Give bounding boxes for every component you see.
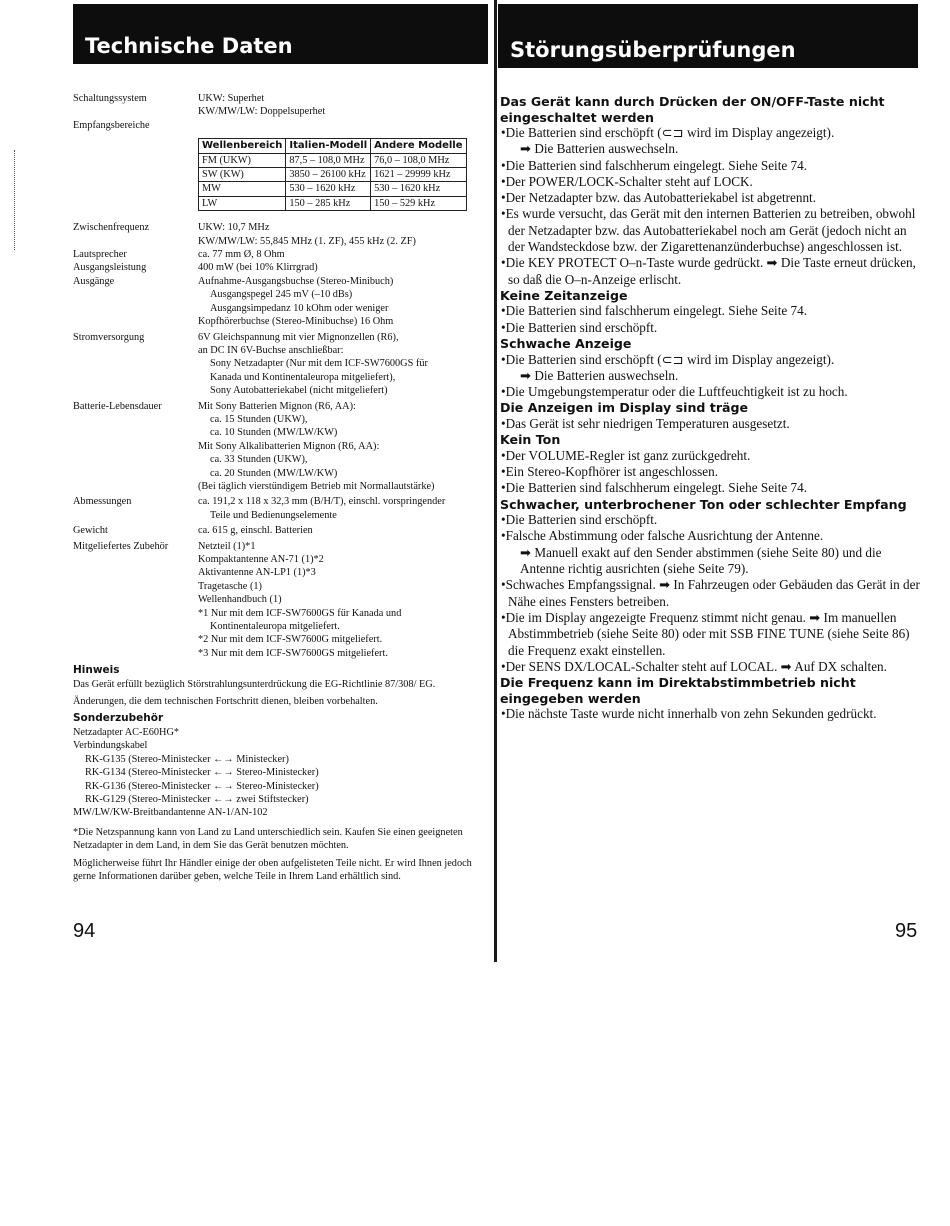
- accessory-item: RK-G135 (Stereo-Ministecker ←→ Ministecker): [85, 753, 289, 765]
- trouble-section: [500, 400, 920, 432]
- table-cell: FM (UKW): [199, 153, 286, 167]
- spec-value-line: Sony Netzadapter (Nur mit dem ICF-SW7600GS für: [210, 358, 428, 370]
- spec-value-line: ca. 15 Stunden (UKW),: [210, 413, 308, 425]
- spec-value: [198, 221, 485, 248]
- section-heading: Die Frequenz kann im Direktabstimmbetrieb nicht eingegeben werden: [500, 675, 856, 706]
- band-table-header-cell: Wellenbereich: [199, 139, 286, 153]
- spec-value-line: Ausgangsimpedanz 10 kOhm oder weniger: [210, 302, 389, 314]
- table-row: [199, 196, 467, 210]
- table-cell: 3850 – 26100 kHz: [286, 168, 371, 182]
- band-table-wrap: [73, 138, 485, 211]
- right-page-content: [500, 94, 920, 722]
- spec-label: Abmessungen: [73, 496, 132, 508]
- spec-value-line: KW/MW/LW: Doppelsuperhet: [198, 106, 326, 118]
- trouble-section: [500, 497, 920, 675]
- band-table-header-cell: Andere Modelle: [371, 139, 466, 153]
- list-item: ➡ Die Batterien auswechseln.: [520, 141, 679, 157]
- hinweis-heading: Hinweis: [73, 664, 120, 677]
- table-cell: MW: [199, 182, 286, 196]
- spec-value-line: 400 mW (bei 10% Klirrgrad): [198, 262, 318, 274]
- spec-value-line: KW/MW/LW: 55,845 MHz (1. ZF), 455 kHz (2. ZF): [198, 235, 416, 247]
- spec-row: [73, 92, 485, 119]
- spec-value-line: UKW: Superhet: [198, 93, 265, 104]
- list-item: •Die Batterien sind erschöpft (⊂⊐ wird im Display angezeigt).: [501, 125, 835, 140]
- section-heading: Das Gerät kann durch Drücken der ON/OFF-Taste nicht eingeschaltet werden: [500, 94, 885, 125]
- spec-value: [198, 248, 485, 261]
- list-item: •Schwaches Empfangssignal. ➡ In Fahrzeugen oder Gebäuden das Gerät in der Nähe eines Fensters betreiben.: [501, 577, 920, 609]
- hinweis-text: Das Gerät erfüllt bezüglich Störstrahlungsunterdrückung die EG-Richtlinie 87/308/ EG.: [73, 678, 436, 690]
- spec-label: Stromversorgung: [73, 331, 145, 343]
- trouble-section: [500, 288, 920, 336]
- spec-value: [198, 119, 485, 132]
- spec-list: [73, 92, 485, 132]
- accessory-item: Netzadapter AC-E60HG*: [73, 726, 180, 738]
- spec-value-line: Aktivantenne AN-LP1 (1)*3: [198, 567, 316, 579]
- table-cell: 87,5 – 108,0 MHz: [286, 153, 371, 167]
- spec-value-line: *2 Nur mit dem ICF-SW7600G mitgeliefert.: [198, 634, 383, 646]
- spec-value-line: Tragetasche (1): [198, 580, 262, 592]
- list-item: •Die Batterien sind falschherum eingelegt. Siehe Seite 74.: [501, 303, 808, 319]
- section-heading: Schwacher, unterbrochener Ton oder schlechter Empfang: [500, 496, 907, 512]
- spec-value-line: Wellenhandbuch (1): [198, 594, 282, 606]
- spec-value: [198, 400, 485, 494]
- band-table: [198, 138, 467, 211]
- list-item: •Die nächste Taste wurde nicht innerhalb von zehn Sekunden gedrückt.: [501, 706, 877, 722]
- accessory-item: RK-G136 (Stereo-Ministecker ←→ Stereo-Ministecker): [85, 780, 319, 792]
- spec-value: [198, 261, 485, 274]
- spec-value-line: *1 Nur mit dem ICF-SW7600GS für Kanada und: [198, 607, 402, 619]
- right-title-band: [498, 4, 918, 68]
- spec-value-line: Netzteil (1)*1: [198, 540, 256, 552]
- list-item: •Der Netzadapter bzw. das Autobatteriekabel ist abgetrennt.: [501, 190, 817, 206]
- spec-label: Ausgangsleistung: [73, 262, 147, 274]
- list-item: ➡ Die Batterien auswechseln.: [520, 367, 679, 383]
- list-item: •Der SENS DX/LOCAL-Schalter steht auf LOCAL. ➡ Auf DX schalten.: [501, 658, 887, 674]
- spec-value-line: ca. 615 g, einschl. Batterien: [198, 525, 313, 537]
- list-item: •Die Batterien sind falschherum eingelegt. Siehe Seite 74.: [501, 157, 808, 173]
- spec-row: [73, 275, 485, 329]
- spec-value-line: *3 Nur mit dem ICF-SW7600GS mitgeliefert.: [198, 647, 388, 659]
- spec-value-line: Aufnahme-Ausgangsbuchse (Stereo-Minibuch): [198, 275, 394, 287]
- spec-row: [73, 119, 485, 132]
- spec-row: [73, 248, 485, 261]
- spec-label: Schaltungssystem: [73, 93, 147, 104]
- list-item: •Die Batterien sind erschöpft (⊂⊐ wird im Display angezeigt).: [501, 351, 835, 367]
- left-page-content: [73, 92, 485, 885]
- spec-row: [73, 400, 485, 494]
- accessory-heading: Sonderzubehör: [73, 712, 164, 725]
- spec-row: [73, 495, 485, 522]
- spec-list-2: [73, 221, 485, 660]
- list-item: ➡ Manuell exakt auf den Sender abstimmen (siehe Seite 80) und die Antenne richtig ausrichten (siehe Seite 79).: [520, 544, 882, 577]
- section-heading: Die Anzeigen im Display sind träge: [500, 400, 749, 416]
- section-heading: Keine Zeitanzeige: [500, 287, 628, 303]
- accessory-item: MW/LW/KW-Breitbandantenne AN-1/AN-102: [73, 807, 268, 819]
- trouble-section: [500, 432, 920, 496]
- footnote: *Die Netzspannung kann von Land zu Land unterschiedlich sein. Kaufen Sie einen geeigneten Netzadapter in dem Land, in dem Sie das Gerät benutzen möchten.: [73, 826, 463, 852]
- left-title-band: [73, 4, 488, 64]
- right-page-title: Störungsüberprüfungen: [510, 38, 796, 62]
- accessory-list: [73, 726, 485, 820]
- accessory-item: RK-G129 (Stereo-Ministecker ←→ zwei Stiftstecker): [85, 793, 309, 805]
- spec-value: [198, 540, 485, 661]
- spec-label: Zwischenfrequenz: [73, 222, 150, 234]
- spec-label: Lautsprecher: [73, 249, 127, 261]
- accessory-item: RK-G134 (Stereo-Ministecker ←→ Stereo-Ministecker): [85, 767, 319, 779]
- list-item: •Die Umgebungstemperatur oder die Luftfeuchtigkeit ist zu hoch.: [501, 384, 848, 400]
- list-item: •Die Batterien sind erschöpft.: [501, 512, 658, 528]
- spec-row: [73, 540, 485, 661]
- band-table-body: [199, 153, 467, 211]
- trouble-section: [500, 94, 920, 288]
- band-table-header-cell: Italien-Modell: [286, 139, 371, 153]
- list-item: •Der POWER/LOCK-Schalter steht auf LOCK.: [501, 173, 753, 189]
- table-cell: 530 – 1620 kHz: [371, 182, 466, 196]
- table-cell: 530 – 1620 kHz: [286, 182, 371, 196]
- spec-value-line: Kopfhörerbuchse (Stereo-Minibuchse) 16 Ohm: [198, 316, 394, 328]
- spec-value-line: ca. 33 Stunden (UKW),: [210, 454, 308, 466]
- table-row: [199, 153, 467, 167]
- table-cell: SW (KW): [199, 168, 286, 182]
- list-item: •Die Batterien sind erschöpft.: [501, 319, 658, 335]
- spec-row: [73, 331, 485, 398]
- table-cell: 150 – 285 kHz: [286, 196, 371, 210]
- left-page-number: 94: [73, 920, 96, 942]
- spec-value-line: ca. 191,2 x 118 x 32,3 mm (B/H/T), einschl. vorspringender: [198, 496, 446, 508]
- spec-value: [198, 495, 485, 522]
- band-table-header: [199, 139, 467, 153]
- center-divider: [494, 0, 497, 962]
- spec-value-line: 6V Gleichspannung mit vier Mignonzellen (R6),: [198, 331, 399, 343]
- spec-value-line: Kanada und Kontinentaleuropa mitgeliefert),: [210, 371, 396, 383]
- spec-label: Ausgänge: [73, 275, 115, 287]
- spec-label: Empfangsbereiche: [73, 119, 150, 131]
- spec-value-line: ca. 20 Stunden (MW/LW/KW): [210, 467, 338, 479]
- list-item: •Ein Stereo-Kopfhörer ist angeschlossen.: [501, 464, 719, 480]
- left-page-title: Technische Daten: [85, 34, 293, 58]
- spec-row: [73, 261, 485, 274]
- spec-value-line: UKW: 10,7 MHz: [198, 222, 270, 234]
- trouble-section: [500, 336, 920, 400]
- spec-value-line: Mit Sony Batterien Mignon (R6, AA):: [198, 400, 356, 412]
- list-item: •Die KEY PROTECT O‒n-Taste wurde gedrückt. ➡ Die Taste erneut drücken, so daß die O‒n-Anzeige erlischt.: [501, 255, 916, 287]
- spec-value: [198, 331, 485, 398]
- spec-label: Gewicht: [73, 525, 108, 537]
- list-item: •Das Gerät ist sehr niedrigen Temperaturen ausgesetzt.: [501, 415, 790, 431]
- accessory-item: Verbindungskabel: [73, 740, 148, 752]
- section-heading: Schwache Anzeige: [500, 336, 632, 352]
- list-item: •Der VOLUME-Regler ist ganz zurückgedreht.: [501, 447, 751, 463]
- right-page-number: 95: [895, 920, 918, 942]
- table-row: [199, 182, 467, 196]
- table-row: [199, 168, 467, 182]
- spec-value-line: ca. 77 mm Ø, 8 Ohm: [198, 249, 285, 261]
- trouble-section: [500, 675, 920, 722]
- list-item: •Die im Display angezeigte Frequenz stimmt nicht genau. ➡ Im manuellen Abstimmbetrieb (siehe Seite 80) oder mit SSB FINE TUNE (siehe Seite 86) die Frequenz exakt einstellen.: [501, 609, 910, 658]
- spec-label: Mitgeliefertes Zubehör: [73, 540, 169, 552]
- spec-row: [73, 524, 485, 537]
- spec-label: Batterie-Lebensdauer: [73, 400, 162, 412]
- list-item: •Es wurde versucht, das Gerät mit den internen Batterien zu betreiben, obwohl der Netzadapter bzw. das Autobatteriekabel noch am Gerät (jedoch nicht an der Wandsteckdose bzw. der Zigarettenanzünderbuchse) angeschlossen ist.: [501, 206, 916, 255]
- list-item: •Die Batterien sind falschherum eingelegt. Siehe Seite 74.: [501, 480, 808, 496]
- spec-value-line: (Bei täglich vierstündigem Betrieb mit Normallautstärke): [198, 480, 435, 492]
- table-cell: 76,0 – 108,0 MHz: [371, 153, 466, 167]
- spec-value-line: Mit Sony Alkalibatterien Mignon (R6, AA):: [198, 440, 380, 452]
- table-cell: 1621 – 29999 kHz: [371, 168, 466, 182]
- list-item: •Falsche Abstimmung oder falsche Ausrichtung der Antenne.: [501, 528, 824, 544]
- spec-value-line: Kontinentaleuropa mitgeliefert.: [210, 621, 340, 633]
- spec-value-line: an DC IN 6V-Buchse anschließbar:: [198, 344, 344, 356]
- spec-value-line: ca. 10 Stunden (MW/LW/KW): [210, 427, 338, 439]
- spec-value-line: Kompaktantenne AN-71 (1)*2: [198, 554, 324, 565]
- margin-marks: [14, 150, 17, 250]
- section-heading: Kein Ton: [500, 432, 561, 448]
- spec-row: [73, 221, 485, 248]
- spec-value: [198, 92, 485, 119]
- dealer-note: Möglicherweise führt Ihr Händler einige der oben aufgelisteten Teile nicht. Er wird Ihnen jedoch gerne Informationen darüber geben, welche Teile in Ihrem Land erhältlich sind.: [73, 857, 472, 882]
- spec-value-line: Sony Autobatteriekabel (nicht mitgeliefert): [210, 385, 388, 397]
- spec-value: [198, 524, 485, 537]
- spec-value-line: Ausgangspegel 245 mV (–10 dBs): [210, 289, 353, 301]
- table-cell: 150 – 529 kHz: [371, 196, 466, 210]
- table-cell: LW: [199, 196, 286, 210]
- spec-value: [198, 275, 485, 329]
- spec-value-line: Teile und Bedienungselemente: [210, 509, 337, 521]
- changes-text: Änderungen, die dem technischen Fortschritt dienen, bleiben vorbehalten.: [73, 696, 378, 708]
